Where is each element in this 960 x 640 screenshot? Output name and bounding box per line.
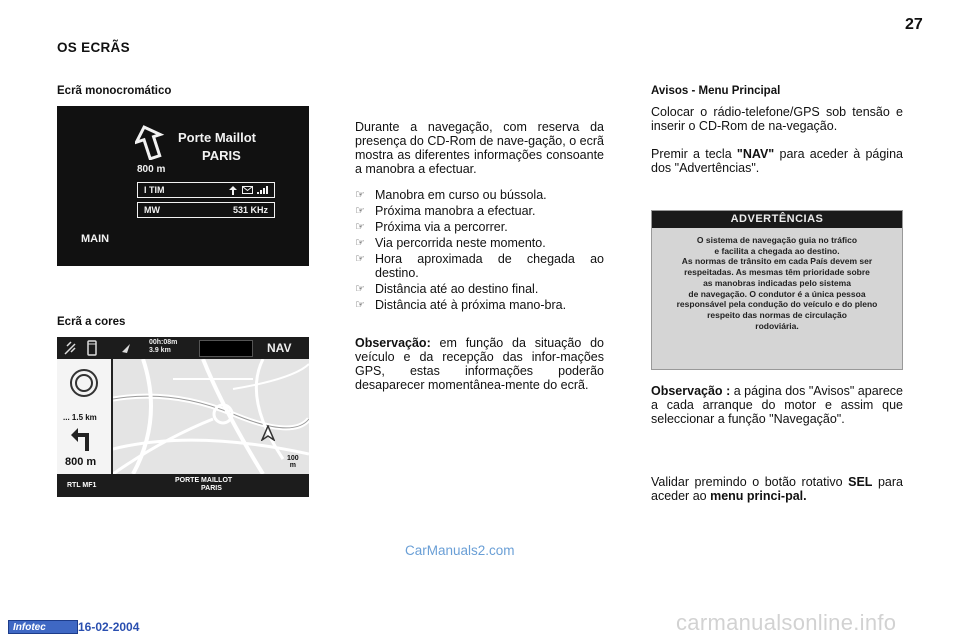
mail-icon	[242, 186, 253, 194]
middle-note-text: em função da situação do veículo e da recepção das infor-mações GPS, estas informações poderão desaparecer momentânea-mente do ecrã.	[355, 336, 604, 392]
sel-key-label: SEL	[848, 475, 873, 489]
page-number: 27	[905, 16, 923, 33]
color-next-road-box	[199, 340, 253, 357]
info-bullet-list	[355, 186, 604, 312]
bullet-item: ☞ Hora aproximada de chegada ao destino.	[355, 252, 604, 280]
color-screen-bottombar	[57, 474, 309, 497]
warning-screen-image	[651, 210, 903, 370]
pointing-hand-icon: ☞	[355, 221, 365, 233]
validate-instruction: Validar premindo o botão rotativo SEL para aceder ao menu princi-pal.	[651, 475, 903, 503]
watermark-carmanuals: CarManuals2.com	[405, 543, 515, 558]
infotec-logo: Infotec	[8, 620, 78, 634]
mono-info-row-1	[137, 182, 275, 198]
right-note-text: a página dos "Avisos" aparece a cada arranque do motor e assim que seleccionar a função "Navegação".	[651, 384, 903, 426]
signal-bars-icon	[257, 186, 268, 194]
middle-note	[355, 336, 604, 392]
section-title: OS ECRÃS	[57, 40, 130, 55]
right-note-label: Observação :	[651, 384, 731, 398]
color-station: RTL MF1	[67, 482, 97, 489]
bullet-item: ☞ Distância até à próxima mano-bra.	[355, 298, 567, 312]
right-note	[651, 384, 903, 426]
watermark-carmanualsonline: carmanualsonline.info	[676, 610, 897, 635]
pointing-hand-icon: ☞	[355, 237, 365, 249]
color-screen-topbar	[57, 337, 309, 361]
right-para-1: Colocar o rádio-telefone/GPS sob tensão e inserir o CD-Rom de na-vegação.	[651, 105, 903, 133]
right-para-2: Premir a tecla "NAV" para aceder à página dos "Advertências".	[651, 147, 903, 175]
bullet-item: ☞ Distância até ao destino final.	[355, 282, 539, 296]
roundabout-icon	[68, 367, 100, 399]
footer-date: 16-02-2004	[78, 620, 140, 634]
color-eta	[149, 339, 177, 355]
navigation-intro: Durante a navegação, com reserva da presença do CD-Rom de nave-gação, o ecrã mostra as diferentes informações consoante a manobra a efectuar.	[355, 120, 604, 176]
mono-row1-label: I TIM	[144, 184, 165, 195]
color-destination-line1: PORTE MAILLOT	[175, 477, 233, 484]
mono-mode-label: MAIN	[81, 233, 110, 245]
compass-icon	[119, 340, 133, 356]
pointing-hand-icon: ☞	[355, 299, 365, 311]
color-scale-km: ... 1.5 km	[63, 413, 97, 422]
mono-screen-image	[57, 106, 309, 266]
warning-title: ADVERTÊNCIAS	[652, 211, 902, 228]
bullet-item: ☞ Via percorrida neste momento.	[355, 236, 546, 250]
pointing-hand-icon: ☞	[355, 283, 365, 295]
color-screen-image	[57, 337, 309, 497]
middle-note-label: Observação:	[355, 336, 431, 350]
pointing-hand-icon: ☞	[355, 189, 365, 201]
mono-distance: 800 m	[137, 164, 166, 175]
pointing-hand-icon: ☞	[355, 253, 365, 265]
turn-left-arrow-icon	[69, 423, 99, 453]
bullet-item: ☞ Manobra em curso ou bússola.	[355, 188, 547, 202]
pointing-hand-icon: ☞	[355, 205, 365, 217]
mono-destination-line2: PARIS	[202, 148, 241, 163]
color-eta-time: 00h:08m	[149, 339, 178, 346]
mono-row2-label: MW	[144, 204, 160, 215]
bullet-item: ☞ Próxima via a percorrer.	[355, 220, 508, 234]
turn-left-arrow-icon	[135, 124, 165, 160]
color-map	[113, 359, 309, 474]
color-screen-heading: Ecrã a cores	[57, 316, 126, 328]
phone-icon	[85, 340, 99, 356]
mono-status-icons	[228, 186, 268, 195]
mono-row2-value: 531 KHz	[232, 204, 268, 215]
bullet-item: ☞ Próxima manobra a efectuar.	[355, 204, 536, 218]
color-destination-line2: PARIS	[201, 485, 222, 492]
vehicle-icon	[261, 425, 275, 441]
color-map-scale-unit: m	[289, 462, 296, 469]
mono-screen-heading: Ecrã monocromático	[57, 85, 172, 97]
color-map-scale	[287, 455, 299, 469]
turn-left-arrow-icon	[228, 186, 238, 195]
color-maneuver-panel	[57, 359, 113, 474]
mono-info-row-2	[137, 202, 275, 218]
right-heading: Avisos - Menu Principal	[651, 85, 781, 97]
satellite-icon	[63, 340, 77, 356]
color-distance: 800 m	[65, 456, 97, 468]
mono-destination-line1: Porte Maillot	[178, 130, 257, 145]
color-nav-label: NAV	[267, 341, 292, 355]
color-eta-distance: 3.9 km	[149, 347, 171, 354]
nav-key-label: "NAV"	[736, 147, 775, 161]
color-map-scale-value: 100	[287, 455, 299, 462]
warning-body: O sistema de navegação guia no tráfico e facilita a chegada ao destino. As normas de trânsito em cada País devem ser respeitadas. As mesmas têm prioridade sobre as manobras indicadas pelo sistema de navegação. O condutor é a única pessoa responsável pela condução do veículo e do pleno respeito das normas de circulação rodoviária.	[676, 235, 878, 331]
main-menu-label: menu princi-pal.	[710, 489, 807, 503]
map-roads	[113, 359, 309, 474]
